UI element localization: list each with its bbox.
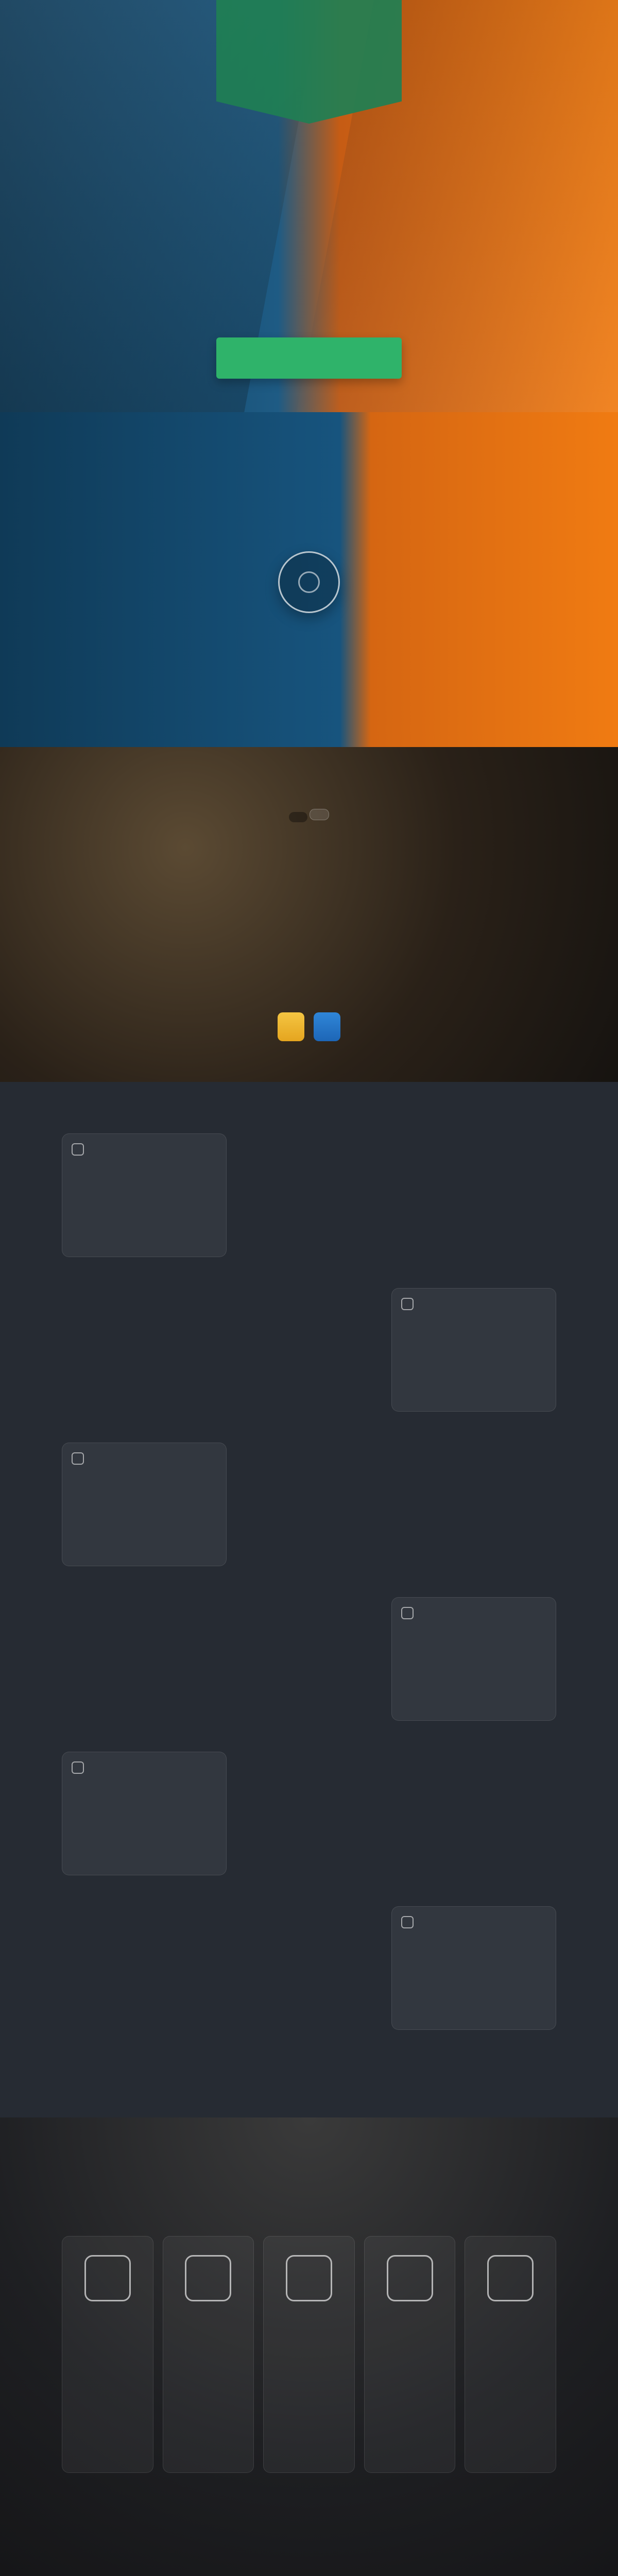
feature-illustration-2 (391, 1288, 556, 1412)
services-grid (62, 2236, 556, 2473)
service-card-2 (163, 2236, 254, 2473)
feature-row-2 (62, 1283, 556, 1417)
bottle-icon (185, 2255, 231, 2301)
hero-top-card (216, 0, 402, 124)
toggle-icon (298, 571, 320, 593)
feature-text-6 (62, 1911, 350, 1917)
service-card-1 (62, 2236, 153, 2473)
culture-icon (72, 1452, 84, 1465)
feature-illustration-3 (62, 1443, 227, 1566)
ticket-icon (84, 2255, 131, 2301)
services-section (0, 2117, 618, 2576)
city-icon (401, 1607, 414, 1619)
feature-text-1 (268, 1139, 556, 1144)
feature-row-4 (62, 1592, 556, 1726)
service-card-5 (465, 2236, 556, 2473)
boots-icon (387, 2255, 433, 2301)
bomzhuem-secondary-button[interactable] (314, 1012, 340, 1041)
feature-illustration-6 (391, 1906, 556, 2030)
solution-section (0, 412, 618, 747)
features-section (0, 1082, 618, 2117)
hero-ribbon (216, 337, 402, 379)
food-icon (401, 1298, 414, 1310)
diplomacy-icon (72, 1761, 84, 1774)
feature-illustration-1 (62, 1133, 227, 1257)
solution-toggle[interactable] (278, 551, 340, 613)
feature-text-5 (268, 1757, 556, 1762)
bed-icon (487, 2255, 534, 2301)
avatar-icon (72, 1143, 84, 1156)
feature-illustration-4 (391, 1597, 556, 1721)
service-card-3 (263, 2236, 355, 2473)
solution-left (62, 474, 330, 483)
feature-row-1 (62, 1128, 556, 1262)
feature-row-3 (62, 1437, 556, 1571)
bomzhuem-sub (289, 812, 307, 822)
feature-text-4 (62, 1602, 350, 1607)
snail-icon (401, 1916, 414, 1928)
bomzhuem-card (175, 804, 443, 832)
feature-text-2 (62, 1293, 350, 1298)
hero-section (0, 0, 618, 412)
feature-row-5 (62, 1747, 556, 1880)
hero-center (57, 170, 561, 177)
bomzhuem-section (0, 747, 618, 1082)
bomzhuem-primary-button[interactable] (278, 1012, 304, 1041)
bomzhuem-badge (310, 809, 329, 820)
feature-text-3 (268, 1448, 556, 1453)
service-card-4 (364, 2236, 456, 2473)
feature-row-6 (62, 1901, 556, 2035)
barrel-icon (286, 2255, 332, 2301)
bomzhuem-actions (278, 1012, 340, 1041)
feature-illustration-5 (62, 1752, 227, 1875)
features-wrap (62, 1128, 556, 2071)
